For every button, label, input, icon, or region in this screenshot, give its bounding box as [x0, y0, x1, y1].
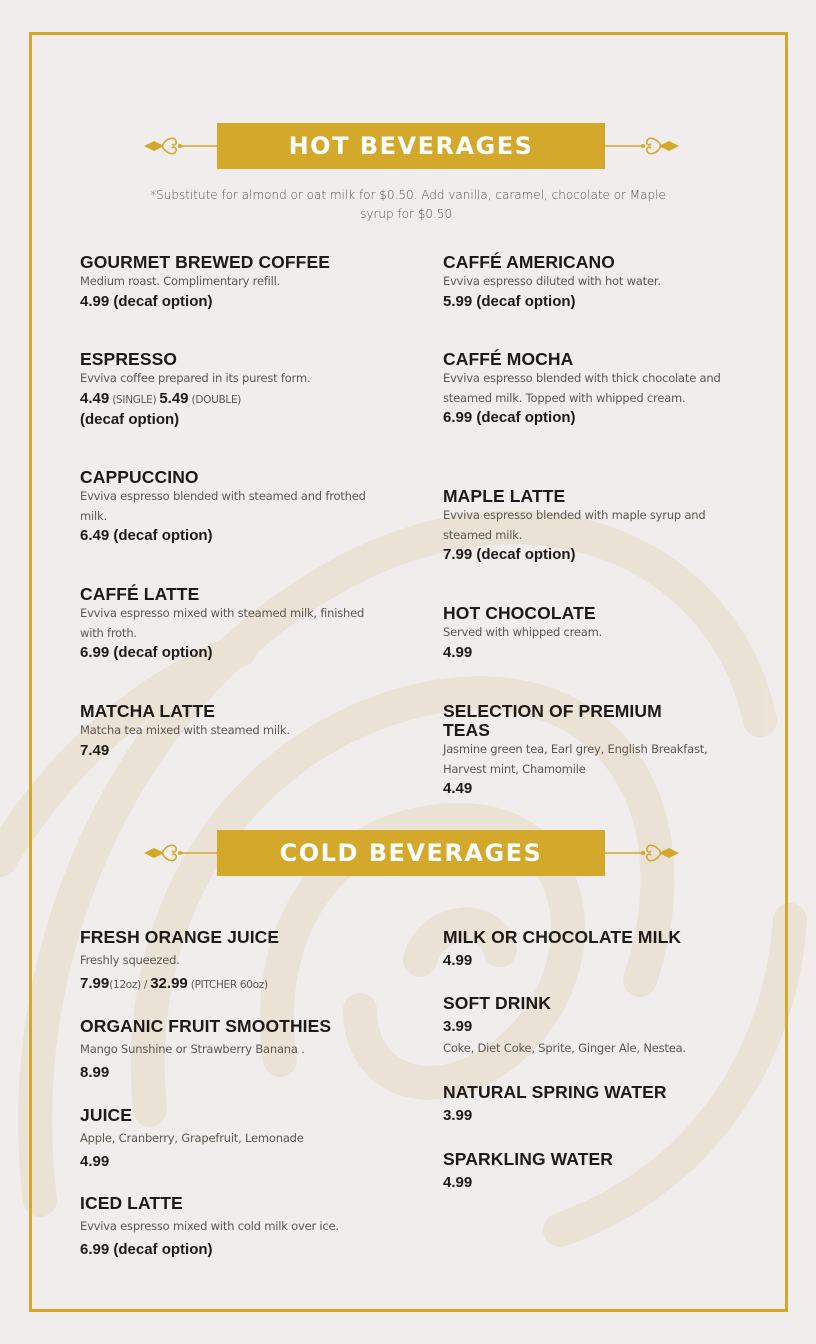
item-description: Evviva coffee prepared in its purest form. [80, 371, 311, 385]
price-small: 7.99 [80, 974, 110, 992]
item-name: MAPLE LATTE [443, 486, 566, 506]
price-pitcher: 32.99 [150, 974, 188, 992]
item-description: Matcha tea mixed with steamed milk. [80, 723, 290, 737]
item-description: Mango Sunshine or Strawberry Banana . [80, 1042, 305, 1056]
item-name: CAPPUCCINO [80, 467, 199, 487]
item-name: CAFFÉ MOCHA [443, 349, 574, 369]
item-description: Medium roast. Complimentary refill. [80, 274, 281, 288]
item-price: 7.99 (decaf option) [443, 546, 576, 563]
price-single: 4.49 [80, 389, 110, 407]
item-name: HOT CHOCOLATE [443, 603, 596, 623]
item-name: SELECTION OF PREMIUM TEAS [443, 701, 662, 740]
item-description: Evviva espresso blended with steamed and frothed milk. [80, 489, 366, 523]
item-name: GOURMET BREWED COFFEE [80, 252, 331, 272]
item-price: 6.99 (decaf option) [80, 1240, 213, 1258]
menu-item [80, 928, 370, 995]
menu-item [80, 1106, 370, 1171]
item-description: Evviva espresso blended with maple syrup and steamed milk. [443, 508, 706, 542]
menu-item [443, 702, 713, 798]
item-price: 3.99 [443, 1107, 473, 1124]
item-description: Evviva espresso diluted with hot water. [443, 274, 661, 288]
item-description: Served with whipped cream. [443, 625, 603, 639]
menu-item [80, 585, 370, 662]
hot-section-header [0, 123, 816, 169]
item-name: JUICE [80, 1105, 133, 1125]
item-name: MATCHA LATTE [80, 701, 216, 721]
price-small-label: (12oz) / [109, 978, 151, 991]
decaf-note: (decaf option) [80, 410, 180, 428]
menu-item [443, 1150, 733, 1192]
item-name: CAFFÉ LATTE [80, 584, 200, 604]
item-name: FRESH ORANGE JUICE [80, 927, 280, 947]
scroll-flourish-right-icon [605, 132, 681, 160]
item-price: 4.99 [443, 1174, 473, 1191]
item-price: 6.99 (decaf option) [80, 644, 213, 661]
item-price: 3.99 [443, 1018, 473, 1035]
item-description: Coke, Diet Coke, Sprite, Ginger Ale, Nestea. [443, 1041, 686, 1055]
item-description: Evviva espresso mixed with cold milk over ice. [80, 1219, 339, 1233]
item-price: 4.99 [443, 643, 473, 661]
item-price [80, 389, 370, 410]
scroll-flourish-left-icon [142, 132, 218, 160]
item-price: 4.99 [80, 1152, 110, 1170]
menu-item [80, 350, 370, 429]
item-description: Evviva espresso mixed with steamed milk, finished with froth. [80, 606, 365, 640]
menu-item [80, 1194, 370, 1259]
item-description: Evviva espresso blended with thick chocolate and steamed milk. Topped with whipped cream. [443, 371, 721, 405]
menu-item [80, 253, 370, 311]
menu-item [443, 1083, 733, 1125]
price-single-label: (SINGLE) [109, 393, 160, 406]
item-name: ICED LATTE [80, 1193, 183, 1213]
item-description: Apple, Cranberry, Grapefruit, Lemonade [80, 1131, 304, 1145]
cold-section-title: COLD BEVERAGES [217, 830, 605, 876]
item-price: 4.99 (decaf option) [80, 292, 213, 310]
menu-item [443, 604, 733, 662]
item-name: MILK OR CHOCOLATE MILK [443, 927, 682, 947]
menu-item [443, 487, 733, 564]
item-description: Freshly squeezed. [80, 953, 180, 967]
menu-item [443, 994, 743, 1059]
price-double: 5.49 [159, 389, 189, 407]
item-name: ORGANIC FRUIT SMOOTHIES [80, 1016, 332, 1036]
menu-item [80, 1017, 370, 1082]
cold-section-header [0, 830, 816, 876]
item-name: CAFFÉ AMERICANO [443, 252, 615, 272]
menu-item [443, 253, 733, 311]
item-name: ESPRESSO [80, 349, 178, 369]
item-description: Jasmine green tea, Earl grey, English Breakfast, Harvest mint, Chamomile [443, 742, 708, 776]
menu-item [80, 702, 370, 760]
item-price: 4.49 [443, 780, 473, 797]
item-name: SPARKLING WATER [443, 1149, 614, 1169]
substitution-note: *Substitute for almond or oat milk for $0.50. Add vanilla, caramel, chocolate or Maple syrup for $0.50. [150, 188, 666, 221]
menu-item [443, 928, 733, 970]
item-price [80, 974, 370, 995]
item-price: 7.49 [80, 741, 110, 759]
hot-section-title: HOT BEVERAGES [217, 123, 605, 169]
menu-item [443, 350, 733, 427]
item-name: SOFT DRINK [443, 993, 551, 1013]
price-pitcher-label: (PITCHER 60oz) [187, 978, 268, 991]
scroll-flourish-right-icon [605, 839, 681, 867]
item-price: 4.99 [443, 952, 473, 969]
item-price: 6.49 (decaf option) [80, 527, 213, 544]
price-double-label: (DOUBLE) [188, 393, 242, 406]
item-price: 6.99 (decaf option) [443, 409, 576, 426]
item-price: 5.99 (decaf option) [443, 292, 576, 310]
menu-item [80, 468, 370, 545]
scroll-flourish-left-icon [142, 839, 218, 867]
item-name: NATURAL SPRING WATER [443, 1082, 667, 1102]
item-price: 8.99 [80, 1063, 110, 1081]
